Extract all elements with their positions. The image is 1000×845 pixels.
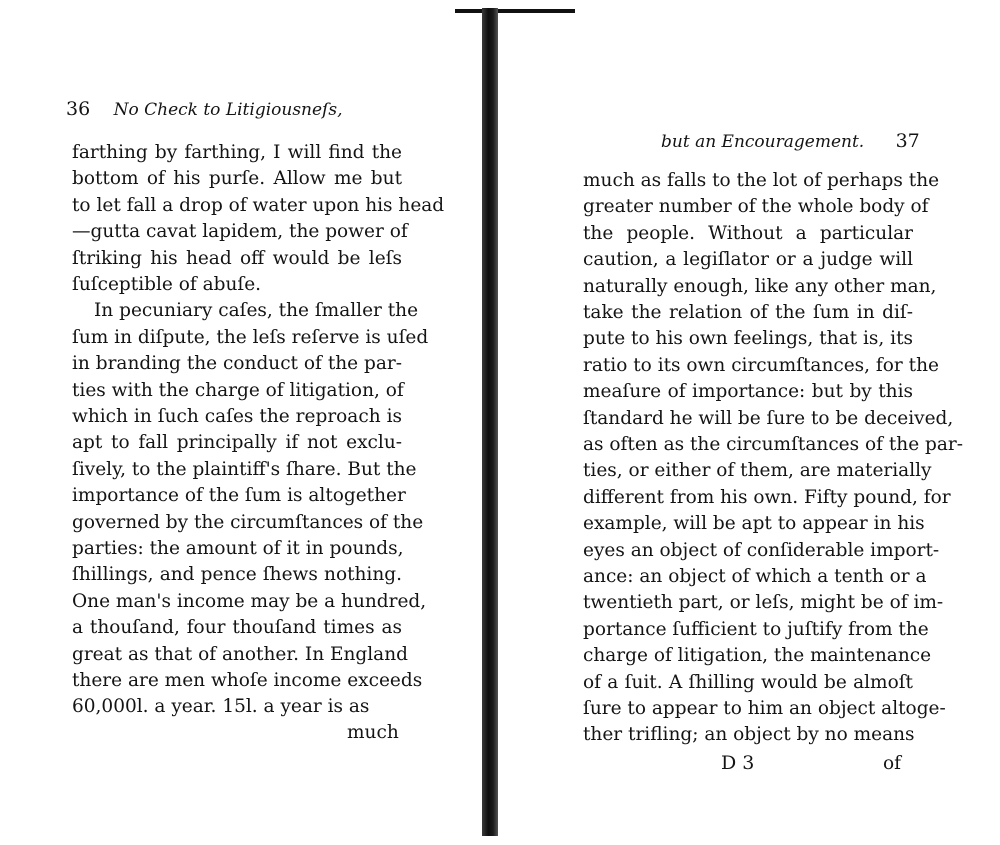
- text-line: farthing by farthing, I will find the: [72, 142, 402, 163]
- text-line: meaſure of importance: but by this: [583, 381, 913, 403]
- left-page-number: 36: [66, 98, 91, 120]
- text-line: ſtriking his head off would be leſs: [72, 247, 402, 269]
- text-line: bottom of his purſe. Allow me but: [72, 168, 402, 190]
- text-line: ance: an object of which a tenth or a: [583, 566, 927, 587]
- left-running-head: [66, 98, 342, 120]
- text-line: ſum in diſpute, the leſs reſerve is uſed: [72, 326, 429, 348]
- text-line: the people. Without a particular: [583, 222, 913, 244]
- right-catchword: of: [883, 753, 901, 774]
- text-line: ſuſceptible of abuſe.: [72, 274, 262, 295]
- text-line: ties, or either of them, are materially: [583, 460, 932, 482]
- text-line: different from his own. Fifty pound, for: [583, 486, 951, 508]
- right-page-number: 37: [895, 130, 920, 152]
- text-line: charge of litigation, the maintenance: [583, 645, 932, 667]
- text-line: portance ſufficient to juſtify from the: [583, 618, 929, 640]
- text-line: ratio to its own circumſtances, for the: [583, 354, 939, 376]
- text-line: much as falls to the lot of perhaps the: [583, 170, 940, 191]
- text-line: greater number of the whole body of: [583, 196, 929, 218]
- text-line: in branding the conduct of the par-: [72, 353, 402, 375]
- text-line: there are men whoſe income exceeds: [72, 670, 423, 691]
- text-line: ſtandard he will be ſure to be deceived,: [583, 407, 954, 429]
- text-line: caution, a legiſlator or a judge will: [583, 249, 913, 271]
- text-line: ſhillings, and pence ſhews nothing.: [72, 564, 402, 586]
- left-running-title: No Check to Litigiousneſs,: [113, 100, 343, 120]
- text-line: In pecuniary caſes, the ſmaller the: [94, 300, 419, 322]
- text-line: ther trifling; an object by no means: [583, 724, 915, 746]
- text-line: parties: the amount of it in pounds,: [72, 538, 404, 559]
- text-line: naturally enough, like any other man,: [583, 275, 937, 297]
- text-line: One man's income may be a hundred,: [72, 590, 427, 612]
- text-line: great as that of another. In England: [72, 643, 408, 665]
- text-line: as often as the circumſtances of the par-: [583, 434, 964, 455]
- text-line: —gutta cavat lapidem, the power of: [72, 221, 408, 243]
- text-line: pute to his own feelings, that is, its: [583, 328, 913, 350]
- text-line: twentieth part, or leſs, might be of im-: [583, 592, 944, 614]
- text-line: take the relation of the ſum in diſ-: [583, 302, 913, 323]
- text-line: importance of the ſum is altogether: [72, 485, 406, 507]
- right-running-title: but an Encouragement.: [661, 132, 865, 152]
- text-line: example, will be apt to appear in his: [583, 513, 925, 535]
- text-line: which in ſuch caſes the reproach is: [72, 406, 402, 427]
- signature-mark: D 3: [721, 752, 755, 774]
- text-line: eyes an object of conſiderable import-: [583, 539, 940, 561]
- text-line: governed by the circumſtances of the: [72, 511, 424, 533]
- gutter-shadow-top: [455, 9, 575, 13]
- book-gutter: [482, 8, 498, 836]
- left-catchword: much: [347, 722, 399, 743]
- text-line: to let fall a drop of water upon his head: [72, 194, 445, 216]
- text-line: 60,000l. a year. 15l. a year is as: [72, 696, 370, 718]
- text-line: ſively, to the plaintiff's ſhare. But the: [72, 458, 417, 480]
- text-line: ties with the charge of litigation, of: [72, 379, 404, 401]
- right-running-head: [661, 130, 920, 152]
- text-line: apt to fall principally if not exclu-: [72, 432, 402, 454]
- text-line: ſure to appear to him an object altoge-: [583, 698, 946, 719]
- text-line: a thouſand, four thouſand times as: [72, 617, 402, 639]
- text-line: of a ſuit. A ſhilling would be almoſt: [583, 671, 913, 693]
